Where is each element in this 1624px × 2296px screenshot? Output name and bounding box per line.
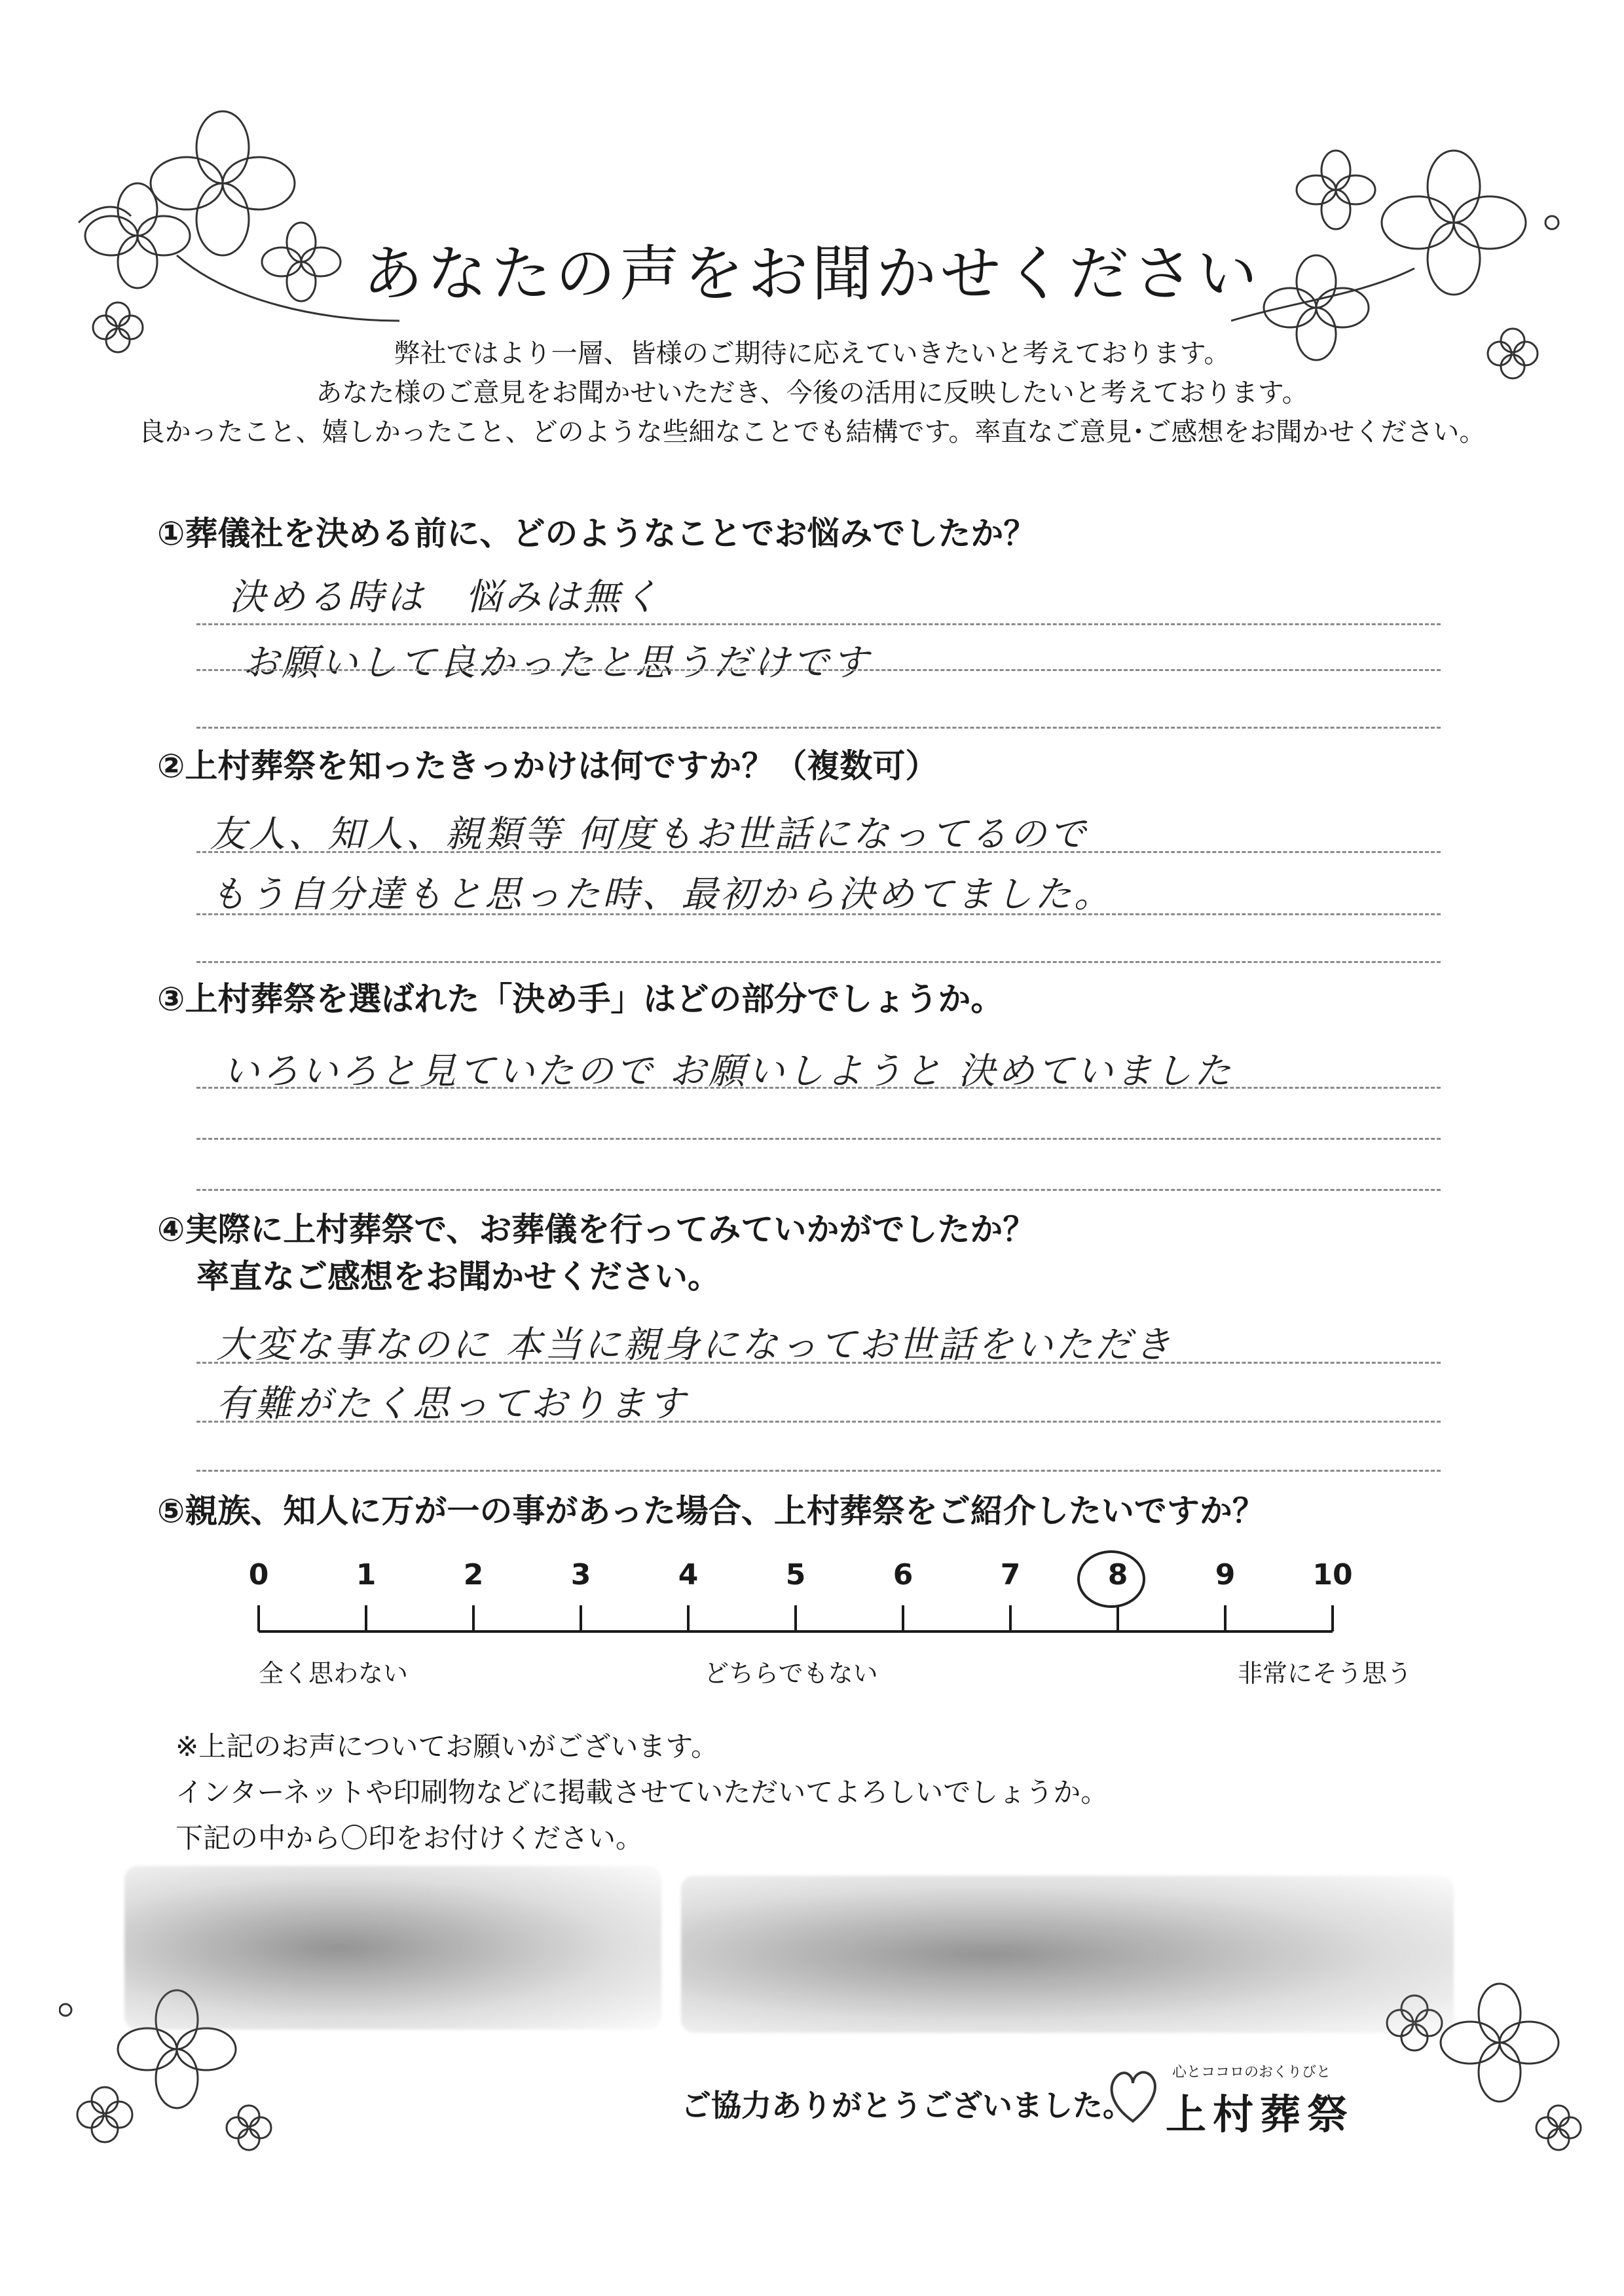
scale-tick-label: 10: [1312, 1558, 1353, 1592]
answer-2-line-1: 友人、知人、親類等 何度もお世話になってるので: [210, 813, 1088, 856]
scale-tick-label: 7: [1000, 1558, 1021, 1592]
intro-line-2: あなた様のご意見をお聞かせいただき、今後の活用に反映したいと考えております。: [316, 378, 1308, 408]
note-line-2: インターネットや印刷物などに掲載させていただいてよろしいでしょうか。: [175, 1776, 1109, 1808]
answer-rule: [196, 1138, 1441, 1140]
answer-rule: [196, 1087, 1441, 1089]
question-4-label: ④実際に上村葬祭で、お葬儀を行ってみていかがでしたか？: [157, 1211, 1036, 1248]
brand-name: 上村葬祭: [1166, 2090, 1355, 2138]
selected-rating-circle: [1077, 1550, 1145, 1608]
scale-tick-mark: [580, 1605, 582, 1631]
answer-1-line-2: お願いして良かったと思うだけです: [242, 642, 871, 684]
answer-4-line-1: 大変な事なのに 本当に親身になってお世話をいただき: [216, 1324, 1173, 1366]
answer-rule: [196, 851, 1441, 853]
scale-label-high: 非常にそう思う: [1238, 1659, 1412, 1688]
question-5-label: ⑤親族、知人に万が一の事があった場合、上村葬祭をご紹介したいですか？: [157, 1492, 1265, 1530]
question-2-label: ②上村葬祭を知ったきっかけは何ですか？（複数可）: [157, 747, 938, 785]
scale-tick-mark: [1009, 1605, 1012, 1631]
question-4-sublabel: 率直なご感想をお聞かせください。: [196, 1258, 720, 1296]
heart-logo-icon: [1103, 2062, 1162, 2128]
scale-tick-label: 9: [1215, 1558, 1236, 1592]
scale-tick-label: 6: [893, 1558, 913, 1592]
answer-1-line-1: 決める時は 悩みは無く: [229, 576, 661, 619]
scale-label-mid: どちらでもない: [704, 1659, 878, 1688]
scale-tick-label: 5: [785, 1558, 806, 1592]
scale-tick-mark: [1331, 1605, 1334, 1631]
scale-tick-mark: [902, 1605, 904, 1631]
answer-rule: [196, 1421, 1441, 1423]
intro-line-3: 良かったこと、嬉しかったこと、どのような些細なことでも結構です。率直なご意見･ご感想をお聞かせください。: [138, 417, 1486, 447]
scale-tick-mark: [365, 1605, 367, 1631]
scale-tick-label: 2: [463, 1558, 484, 1592]
page-title: あなたの声をお聞かせください: [362, 239, 1261, 309]
scale-tick-mark: [1116, 1605, 1119, 1631]
question-1-label: ①葬儀社を決める前に、どのようなことでお悩みでしたか？: [157, 515, 1037, 553]
scale-tick-label: 0: [248, 1558, 269, 1592]
redacted-area-right: [681, 1876, 1454, 2033]
scale-tick-mark: [257, 1605, 260, 1631]
answer-rule: [196, 669, 1441, 671]
scale-tick-label: 8: [1107, 1558, 1128, 1592]
answer-rule: [196, 1470, 1441, 1472]
scale-tick-mark: [794, 1605, 797, 1631]
scale-tick-label: 3: [570, 1558, 591, 1592]
scale-tick-label: 1: [356, 1558, 377, 1592]
answer-rule: [196, 623, 1441, 625]
answer-rule: [196, 913, 1441, 915]
redacted-area-left: [124, 1866, 661, 2030]
scale-tick-label: 4: [678, 1558, 699, 1592]
answer-3-line-1: いろいろと見ていたので お願いしようと 決めていました: [223, 1050, 1234, 1093]
rating-scale: [229, 1558, 1375, 1663]
scale-tick-mark: [687, 1605, 690, 1631]
answer-rule: [196, 961, 1441, 963]
answer-rule: [196, 727, 1441, 729]
thanks-message: ご協力ありがとうございました。: [681, 2088, 1133, 2123]
answer-4-line-2: 有難がたく思っております: [216, 1383, 688, 1425]
note-line-3: 下記の中から〇印をお付けください。: [175, 1822, 644, 1854]
answer-rule: [196, 1189, 1441, 1191]
scale-tick-mark: [472, 1605, 475, 1631]
note-line-1: ※上記のお声についてお願いがございます。: [175, 1730, 718, 1762]
answer-2-line-2: もう自分達もと思った時、最初から決めてました。: [210, 873, 1113, 916]
scale-tick-mark: [1224, 1605, 1227, 1631]
scale-label-low: 全く思わない: [259, 1659, 409, 1688]
question-3-label: ③上村葬祭を選ばれた「決め手」はどの部分でしょうか。: [157, 980, 1004, 1018]
brand-tagline: 心とココロのおくりびと: [1172, 2064, 1331, 2081]
intro-line-1: 弊社ではより一層、皆様のご期待に応えていきたいと考えております。: [394, 338, 1230, 369]
answer-rule: [196, 1362, 1441, 1364]
